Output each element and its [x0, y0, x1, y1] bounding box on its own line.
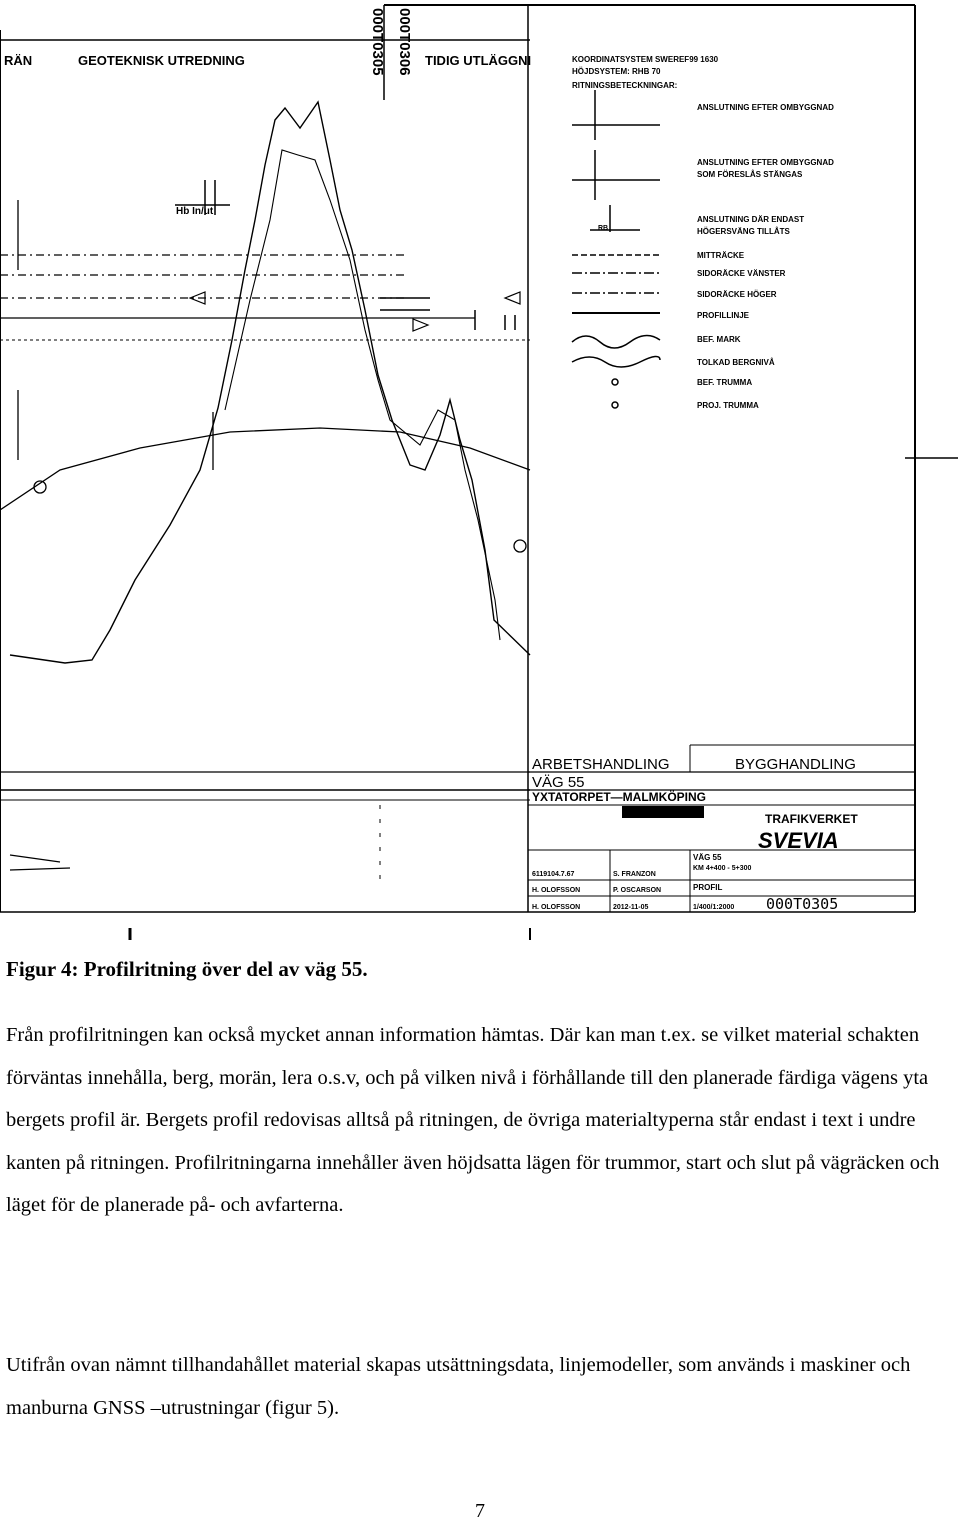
header-early: TIDIG UTLÄGGNI: [425, 53, 532, 68]
client-logo: TRAFIKVERKET: [765, 812, 858, 826]
road-stretch: YXTATORPET—MALMKÖPING: [532, 790, 706, 804]
body-paragraph: Från profilritningen kan också mycket annan information hämtas. Där kan man t.ex. se vilket material schakten förväntas innehålla, berg, morän, lera o.s.v, och på vilken nivå i förhållande till den planerade färdiga vägens yta bergets profil är. Bergets profil redovisas alltså på ritningen, de övriga materialtyperna står endast i text i undre kanten på ritningen. Profilritningarna innehåller även höjdsatta lägen för trummor, start och slut på vägräcken och läget för de planerade på- och avfarterna.: [6, 1024, 940, 1216]
legend-item: ANSLUTNING EFTER OMBYGGNAD: [697, 103, 834, 112]
stage-right: BYGGHANDLING: [735, 756, 856, 773]
header-geo: GEOTEKNISK UTREDNING: [78, 53, 245, 68]
road-title: VÄG 55: [532, 774, 585, 791]
rb-label: RB: [598, 225, 609, 232]
stage-left: ARBETSHANDLING: [532, 756, 670, 773]
legend-item: HÖGERSVÄNG TILLÅTS: [697, 227, 790, 236]
legend: [572, 55, 834, 410]
legend-item: ANSLUTNING DÄR ENDAST: [697, 215, 805, 224]
tb-scale: 1/400/1:2000: [693, 904, 735, 911]
tb-name-2: H. OLOFSSON: [532, 887, 581, 894]
sheet-label-a: 000T0305: [369, 8, 386, 76]
figure-caption: Figur 4: Profilritning över del av väg 55.: [6, 957, 368, 981]
legend-item: SOM FÖRESLÅS STÄNGAS: [697, 170, 803, 179]
legend-item: BEF. TRUMMA: [697, 378, 753, 387]
tb-name-3: P. OSCARSON: [613, 887, 662, 894]
tb-kind: PROFIL: [693, 883, 723, 892]
legend-item: ANSLUTNING EFTER OMBYGGNAD: [697, 158, 834, 167]
legend-item: BEF. MARK: [697, 335, 741, 344]
legend-symbols: [572, 90, 660, 408]
legend-coord-2: HÖJDSYSTEM: RHB 70: [572, 67, 661, 76]
legend-coord-1: KOORDINATSYSTEM SWEREF99 1630: [572, 55, 719, 64]
tb-date: 2012-11-05: [613, 904, 649, 911]
hb-label: Hb In/ut: [176, 206, 214, 217]
tb-doc-no: 6119104.7.67: [532, 871, 575, 878]
tb-name-1: S. FRANZON: [613, 871, 656, 878]
legend-item: TOLKAD BERGNIVÅ: [697, 358, 775, 367]
header-left-clip: RÄN: [4, 53, 33, 68]
legend-item: MITTRÄCKE: [697, 251, 745, 260]
legend-coord-3: RITNINGSBETECKNINGAR:: [572, 81, 678, 90]
tb-road-small: VÄG 55: [693, 853, 722, 862]
page-number: 7: [475, 1500, 485, 1522]
profile-lines: [0, 102, 530, 880]
legend-item: SIDORÄCKE VÄNSTER: [697, 269, 786, 278]
contractor-logo: SVEVIA: [758, 828, 839, 853]
tb-name-4: H. OLOFSSON: [532, 904, 581, 911]
legend-item: PROFILLINJE: [697, 311, 750, 320]
body-paragraph: Utifrån ovan nämnt tillhandahållet material skapas utsättningsdata, linjemodeller, som används i maskiner och manburna GNSS –utrustningar (figur 5).: [6, 1354, 911, 1419]
legend-item: PROJ. TRUMMA: [697, 401, 759, 410]
station-axis: [0, 772, 530, 800]
legend-item: SIDORÄCKE HÖGER: [697, 290, 777, 299]
tb-km: KM 4+400 - 5+300: [693, 865, 752, 872]
sheet-label-b: 000T0306: [396, 8, 413, 76]
tb-sheet: 000T0305: [766, 895, 839, 913]
